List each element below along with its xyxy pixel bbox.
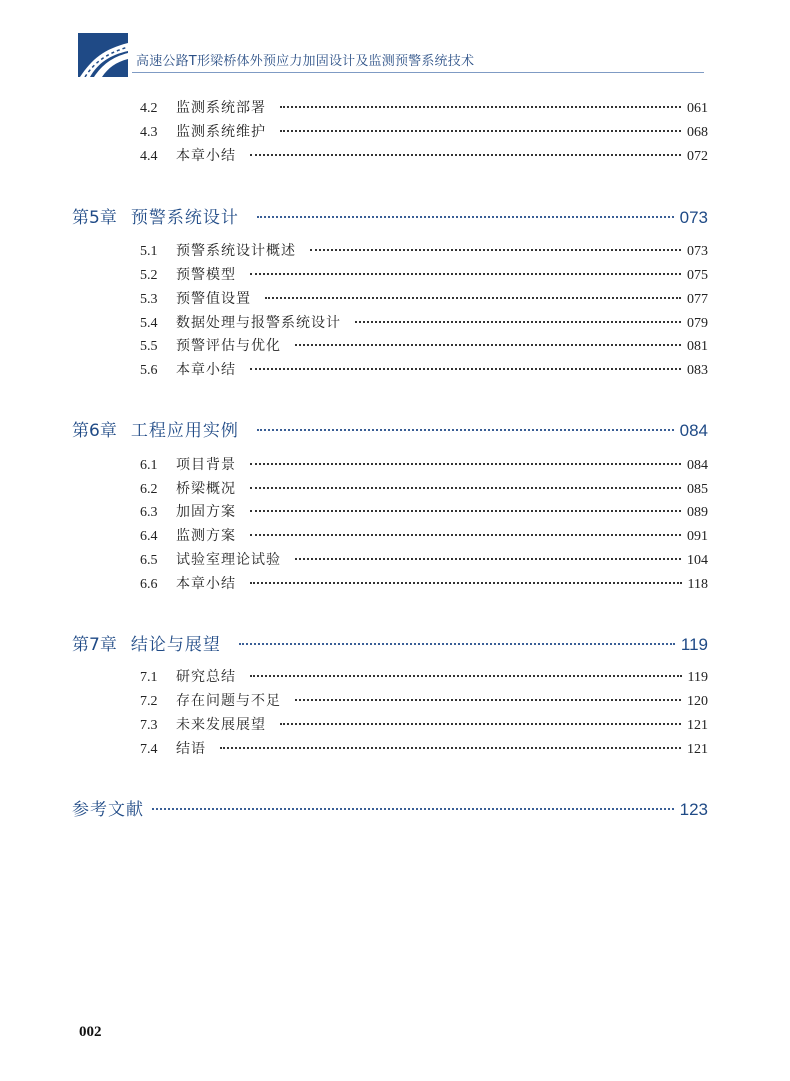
page-ref: 089 bbox=[687, 505, 708, 520]
dot-leader bbox=[239, 643, 675, 645]
page-ref: 118 bbox=[687, 577, 708, 592]
toc-entry-4-2[interactable] bbox=[140, 97, 708, 117]
page-ref: 084 bbox=[687, 458, 708, 473]
section-number: 4.4 bbox=[140, 149, 158, 164]
toc-entry-7-4[interactable] bbox=[140, 738, 708, 758]
page-ref: 073 bbox=[679, 208, 708, 227]
page-ref: 121 bbox=[687, 718, 708, 733]
toc-references[interactable] bbox=[72, 795, 708, 820]
page-ref: 104 bbox=[687, 553, 708, 568]
dot-leader bbox=[250, 463, 681, 465]
section-number: 7.2 bbox=[140, 694, 158, 709]
dot-leader bbox=[250, 368, 681, 370]
page-ref: 079 bbox=[687, 316, 708, 331]
toc-entry-4-3[interactable] bbox=[140, 121, 708, 141]
toc-entry-6-2[interactable] bbox=[140, 478, 708, 498]
section-number: 7.1 bbox=[140, 670, 158, 685]
section-number: 6.5 bbox=[140, 553, 158, 568]
page-ref: 075 bbox=[687, 268, 708, 283]
page-ref: 084 bbox=[679, 421, 708, 440]
toc-entry-5-5[interactable] bbox=[140, 335, 708, 355]
dot-leader bbox=[310, 249, 681, 251]
dot-leader bbox=[250, 487, 681, 489]
chapter-number: 第6章 bbox=[72, 421, 117, 441]
section-number: 5.3 bbox=[140, 292, 158, 307]
section-number: 6.3 bbox=[140, 505, 158, 520]
chapter-number: 第5章 bbox=[72, 208, 117, 228]
toc-entry-7-1[interactable] bbox=[140, 666, 708, 686]
toc-entry-5-3[interactable] bbox=[140, 288, 708, 308]
section-number: 6.6 bbox=[140, 577, 158, 592]
section-title: 本章小结 bbox=[176, 362, 236, 378]
toc-chapter-7[interactable] bbox=[72, 630, 708, 655]
dot-leader bbox=[257, 429, 674, 431]
toc-chapter-5[interactable] bbox=[72, 203, 708, 228]
page-ref: 121 bbox=[687, 742, 708, 757]
section-number: 4.3 bbox=[140, 125, 158, 140]
section-title: 预警评估与优化 bbox=[176, 338, 281, 354]
dot-leader bbox=[220, 747, 681, 749]
section-number: 5.2 bbox=[140, 268, 158, 283]
toc-entry-6-5[interactable] bbox=[140, 549, 708, 569]
section-title: 本章小结 bbox=[176, 576, 236, 592]
page-ref: 085 bbox=[687, 482, 708, 497]
section-number: 4.2 bbox=[140, 101, 158, 116]
section-title: 存在问题与不足 bbox=[176, 693, 281, 709]
section-title: 研究总结 bbox=[176, 669, 236, 685]
section-number: 7.4 bbox=[140, 742, 158, 757]
page-ref: 072 bbox=[687, 149, 708, 164]
page-ref: 081 bbox=[687, 339, 708, 354]
page-ref: 123 bbox=[679, 800, 708, 819]
dot-leader bbox=[295, 699, 681, 701]
section-number: 6.4 bbox=[140, 529, 158, 544]
dot-leader bbox=[152, 808, 674, 810]
page-ref: 119 bbox=[687, 670, 708, 685]
section-title: 预警系统设计概述 bbox=[176, 243, 296, 259]
section-title: 试验室理论试验 bbox=[176, 552, 281, 568]
section-number: 5.1 bbox=[140, 244, 158, 259]
dot-leader bbox=[280, 723, 681, 725]
toc-entry-7-2[interactable] bbox=[140, 690, 708, 710]
page-ref: 077 bbox=[687, 292, 708, 307]
dot-leader bbox=[280, 106, 681, 108]
dot-leader bbox=[295, 344, 681, 346]
section-number: 5.4 bbox=[140, 316, 158, 331]
section-title: 项目背景 bbox=[176, 457, 236, 473]
toc-entry-6-3[interactable] bbox=[140, 501, 708, 521]
book-title: 高速公路T形梁桥体外预应力加固设计及监测预警系统技术 bbox=[136, 54, 475, 69]
section-number: 6.2 bbox=[140, 482, 158, 497]
page-ref: 119 bbox=[680, 635, 708, 654]
page-ref: 091 bbox=[687, 529, 708, 544]
chapter-title: 工程应用实例 bbox=[130, 421, 239, 441]
section-title: 加固方案 bbox=[176, 504, 236, 520]
section-title: 监测方案 bbox=[176, 528, 236, 544]
section-number: 6.1 bbox=[140, 458, 158, 473]
dot-leader bbox=[250, 534, 681, 536]
page-ref: 068 bbox=[687, 125, 708, 140]
section-title: 本章小结 bbox=[176, 148, 236, 164]
toc-entry-6-4[interactable] bbox=[140, 525, 708, 545]
chapter-number: 第7章 bbox=[72, 635, 117, 655]
toc-entry-5-1[interactable] bbox=[140, 240, 708, 260]
toc-entry-5-6[interactable] bbox=[140, 359, 708, 379]
dot-leader bbox=[250, 675, 682, 677]
section-title: 预警模型 bbox=[176, 267, 236, 283]
section-title: 未来发展展望 bbox=[176, 717, 266, 733]
toc-entry-4-4[interactable] bbox=[140, 145, 708, 165]
page-ref: 083 bbox=[687, 363, 708, 378]
page-ref: 073 bbox=[687, 244, 708, 259]
toc-entry-6-6[interactable] bbox=[140, 573, 708, 593]
section-number: 5.5 bbox=[140, 339, 158, 354]
toc-entry-5-4[interactable] bbox=[140, 312, 708, 332]
toc-chapter-6[interactable] bbox=[72, 416, 708, 441]
dot-leader bbox=[250, 273, 681, 275]
dot-leader bbox=[250, 510, 681, 512]
toc-entry-7-3[interactable] bbox=[140, 714, 708, 734]
dot-leader bbox=[280, 130, 681, 132]
section-title: 监测系统部署 bbox=[176, 100, 266, 116]
references-title: 参考文献 bbox=[72, 800, 144, 820]
section-title: 监测系统维护 bbox=[176, 124, 266, 140]
page-ref: 120 bbox=[687, 694, 708, 709]
section-number: 7.3 bbox=[140, 718, 158, 733]
toc-entry-5-2[interactable] bbox=[140, 264, 708, 284]
toc-entry-6-1[interactable] bbox=[140, 454, 708, 474]
dot-leader bbox=[265, 297, 681, 299]
section-number: 5.6 bbox=[140, 363, 158, 378]
page-number: 002 bbox=[79, 1024, 102, 1040]
dot-leader bbox=[250, 582, 682, 584]
dot-leader bbox=[250, 154, 681, 156]
section-title: 预警值设置 bbox=[176, 291, 251, 307]
chapter-title: 结论与展望 bbox=[130, 635, 221, 655]
section-title: 结语 bbox=[176, 741, 206, 757]
page-ref: 061 bbox=[687, 101, 708, 116]
section-title: 数据处理与报警系统设计 bbox=[176, 315, 341, 331]
chapter-title: 预警系统设计 bbox=[130, 208, 239, 228]
dot-leader bbox=[355, 321, 681, 323]
dot-leader bbox=[295, 558, 681, 560]
section-title: 桥梁概况 bbox=[176, 481, 236, 497]
dot-leader bbox=[257, 216, 674, 218]
